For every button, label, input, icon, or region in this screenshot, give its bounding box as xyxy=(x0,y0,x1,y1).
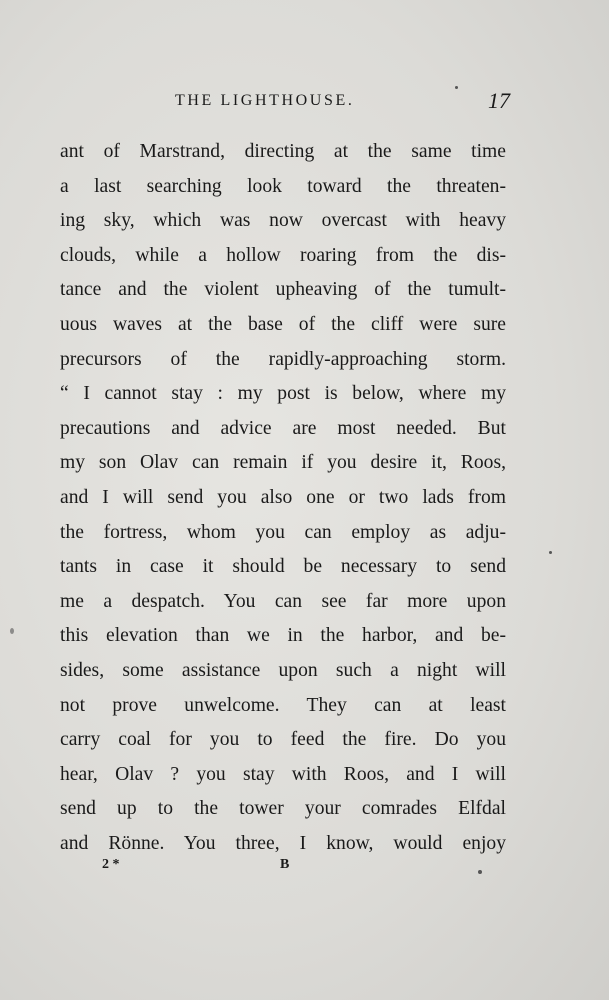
text-line: and I will send you also one or two lads from xyxy=(60,486,506,508)
print-speck xyxy=(10,628,14,634)
text-line: precautions and advice are most needed. But xyxy=(60,417,506,439)
page-number: 17 xyxy=(488,88,510,113)
text-line: the fortress, whom you can employ as adju- xyxy=(60,521,506,543)
signature-mark: 2 * xyxy=(102,857,120,872)
print-speck xyxy=(549,551,552,554)
print-speck xyxy=(478,870,482,874)
text-line: carry coal for you to feed the fire. Do you xyxy=(60,729,506,751)
text-line: send up to the tower your comrades Elfdal xyxy=(60,798,506,820)
page-footer xyxy=(60,857,506,881)
running-head xyxy=(60,88,510,116)
print-speck xyxy=(455,86,458,89)
text-line: my son Olav can remain if you desire it, Roos, xyxy=(60,452,506,474)
text-line: precursors of the rapidly-approaching storm. xyxy=(60,348,506,370)
text-line: not prove unwelcome. They can at least xyxy=(60,694,506,716)
text-line: me a despatch. You can see far more upon xyxy=(60,590,506,612)
text-line: ant of Marstrand, directing at the same time xyxy=(60,141,506,162)
text-line: tance and the violent upheaving of the tumult- xyxy=(60,279,506,301)
body-text xyxy=(60,135,506,861)
text-line: and Rönne. You three, I know, would enjoy xyxy=(60,832,506,854)
text-line: sides, some assistance upon such a night will xyxy=(60,659,506,681)
text-line: tants in case it should be necessary to send xyxy=(60,556,506,578)
gathering-mark: B xyxy=(280,857,290,872)
text-line: uous waves at the base of the cliff were sure xyxy=(60,313,506,335)
text-line: a last searching look toward the threaten- xyxy=(60,175,506,197)
text-line: “ I cannot stay : my post is below, where my xyxy=(60,383,506,405)
text-line: hear, Olav ? you stay with Roos, and I will xyxy=(60,763,506,785)
text-line: this elevation than we in the harbor, and be- xyxy=(60,625,506,647)
text-line: clouds, while a hollow roaring from the dis- xyxy=(60,244,506,266)
running-title: THE LIGHTHOUSE. xyxy=(175,92,355,109)
text-line: ing sky, which was now overcast with heavy xyxy=(60,210,506,232)
